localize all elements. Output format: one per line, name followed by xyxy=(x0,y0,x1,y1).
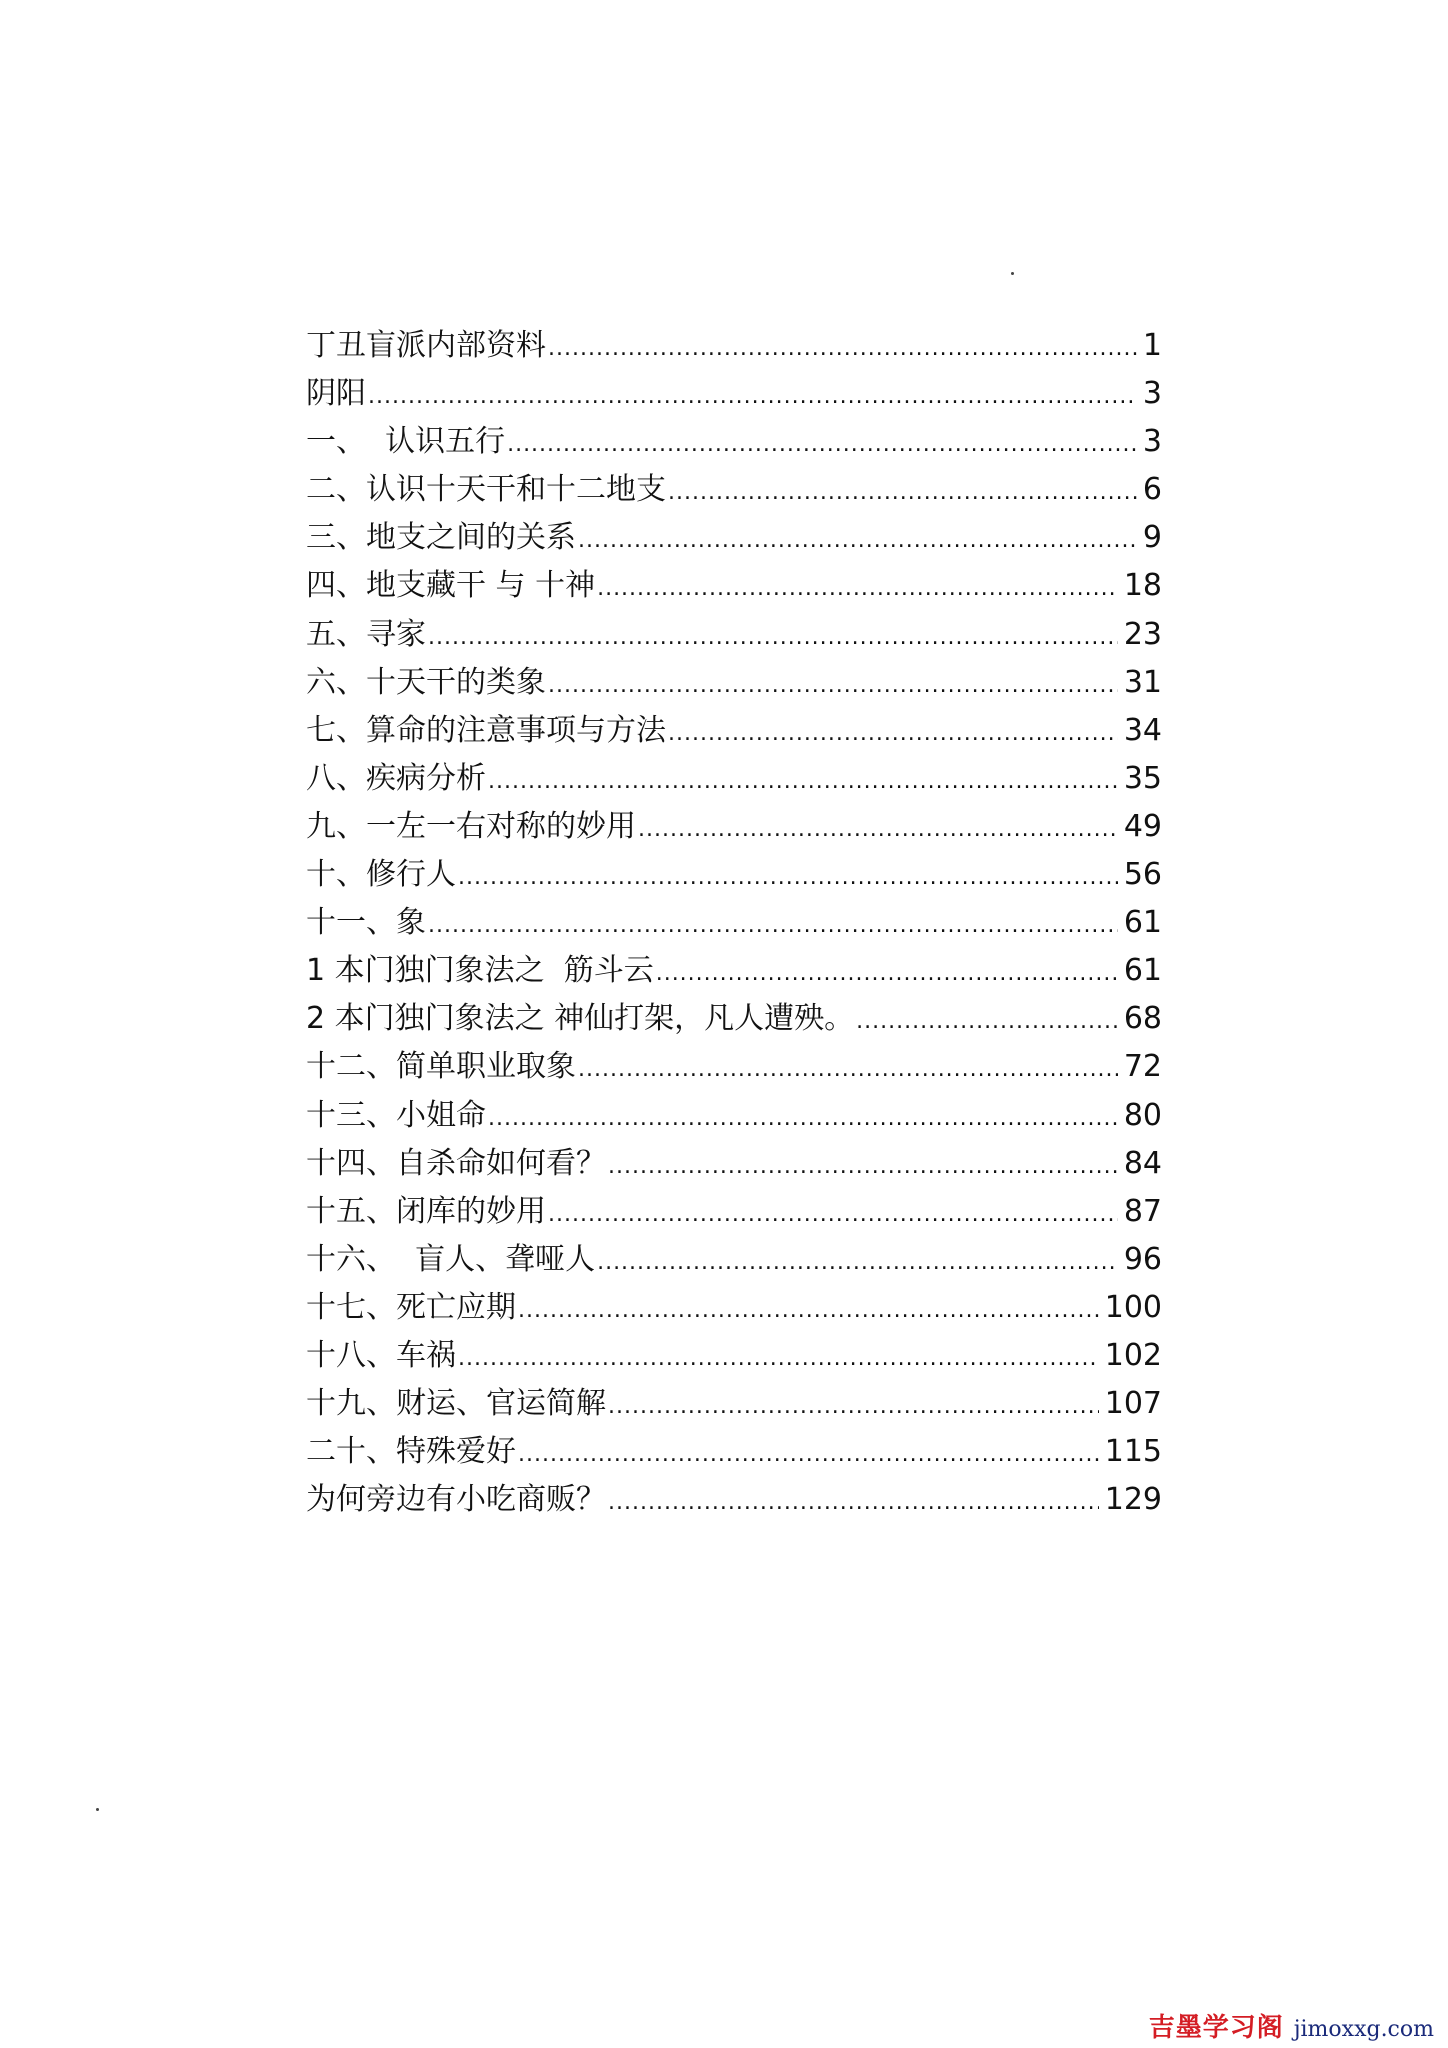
dot-leader xyxy=(548,662,1118,710)
toc-entry-title: 丁丑盲派内部资料 xyxy=(306,328,546,363)
toc-entry-title: 三、地支之间的关系 xyxy=(306,520,576,556)
dot-leader xyxy=(608,1383,1099,1431)
dot-leader xyxy=(608,1143,1118,1191)
toc-entry-page: 72 xyxy=(1123,1049,1162,1085)
toc-entry-page: 107 xyxy=(1104,1386,1162,1422)
toc-entry[interactable] xyxy=(306,1476,1162,1524)
toc-entry[interactable] xyxy=(306,466,1162,514)
toc-entry-title: 二十、特殊爱好 xyxy=(306,1434,516,1470)
toc-entry-page: 68 xyxy=(1123,1001,1162,1037)
toc-entry-title: 七、算命的注意事项与方法 xyxy=(306,712,666,748)
dot-leader xyxy=(548,325,1137,373)
dot-leader xyxy=(668,710,1118,758)
toc-entry-page: 23 xyxy=(1123,616,1162,652)
toc-entry-title: 为何旁边有小吃商贩？ xyxy=(306,1482,606,1518)
dot-leader xyxy=(668,469,1137,517)
toc-entry-page: 9 xyxy=(1142,520,1162,556)
scan-speck xyxy=(96,1808,99,1811)
toc-entry[interactable] xyxy=(306,322,1162,370)
dot-leader xyxy=(638,806,1118,854)
dot-leader xyxy=(428,902,1118,950)
toc-entry-page: 100 xyxy=(1104,1289,1162,1325)
dot-leader xyxy=(578,517,1137,565)
toc-entry[interactable] xyxy=(306,562,1162,610)
toc-entry-page: 61 xyxy=(1123,953,1162,989)
toc-entry[interactable] xyxy=(306,899,1162,947)
toc-entry-page: 129 xyxy=(1104,1482,1162,1518)
toc-entry[interactable] xyxy=(306,370,1162,418)
dot-leader xyxy=(656,950,1118,998)
toc-entry-title: 五、寻家 xyxy=(306,616,426,652)
toc-entry-title: 十三、小姐命 xyxy=(306,1097,486,1133)
toc-entry-title: 一、 认识五行 xyxy=(306,424,506,460)
toc-entry-page: 61 xyxy=(1123,905,1162,941)
toc-entry-page: 31 xyxy=(1123,664,1162,700)
toc-entry[interactable] xyxy=(306,1332,1162,1380)
toc-entry-page: 3 xyxy=(1142,424,1162,460)
dot-leader xyxy=(368,373,1137,421)
toc-entry[interactable] xyxy=(306,1236,1162,1284)
watermark-url: jimoxxg.com xyxy=(1293,2017,1434,2042)
toc-entry[interactable] xyxy=(306,1043,1162,1091)
toc-entry-page: 6 xyxy=(1142,472,1162,508)
toc-entry[interactable] xyxy=(306,1428,1162,1476)
toc-entry-title: 十七、死亡应期 xyxy=(306,1289,516,1325)
toc-entry-page: 34 xyxy=(1123,712,1162,748)
toc-entry-title: 十二、简单职业取象 xyxy=(306,1049,576,1085)
toc-entry-page: 87 xyxy=(1123,1193,1162,1229)
dot-leader xyxy=(597,1239,1118,1287)
toc-entry[interactable] xyxy=(306,1380,1162,1428)
toc-entry-page: 18 xyxy=(1123,568,1162,604)
dot-leader xyxy=(608,1479,1099,1527)
toc-entry-title: 十八、车祸 xyxy=(306,1337,456,1373)
toc-entry-title: 十六、 盲人、聋哑人 xyxy=(306,1241,596,1277)
toc-entry-page: 96 xyxy=(1123,1241,1162,1277)
toc-entry-title: 十、修行人 xyxy=(306,857,456,893)
toc-entry-page: 49 xyxy=(1123,808,1162,844)
dot-leader xyxy=(548,1191,1118,1239)
dot-leader xyxy=(518,1431,1099,1479)
toc-entry[interactable] xyxy=(306,851,1162,899)
toc-entry[interactable] xyxy=(306,1188,1162,1236)
toc-entry-page: 115 xyxy=(1104,1434,1162,1470)
scan-speck xyxy=(1011,272,1014,275)
toc-entry[interactable] xyxy=(306,995,1162,1043)
toc-entry-page: 3 xyxy=(1142,376,1162,412)
toc-entry-title: 四、地支藏干 与 十神 xyxy=(306,568,596,604)
site-watermark xyxy=(1149,2007,1434,2044)
table-of-contents xyxy=(306,322,1162,1524)
toc-entry[interactable] xyxy=(306,659,1162,707)
toc-entry[interactable] xyxy=(306,611,1162,659)
dot-leader xyxy=(458,1335,1099,1383)
dot-leader xyxy=(518,1287,1099,1335)
toc-entry-title: 二、认识十天干和十二地支 xyxy=(306,472,666,508)
toc-entry[interactable] xyxy=(306,1284,1162,1332)
toc-entry[interactable] xyxy=(306,707,1162,755)
toc-entry-page: 1 xyxy=(1142,328,1162,363)
toc-entry-title: 九、一左一右对称的妙用 xyxy=(306,808,636,844)
dot-leader xyxy=(597,565,1118,613)
toc-entry-page: 84 xyxy=(1123,1145,1162,1181)
toc-entry[interactable] xyxy=(306,1140,1162,1188)
watermark-name: 吉墨学习阁 xyxy=(1148,2013,1284,2043)
toc-entry[interactable] xyxy=(306,947,1162,995)
toc-entry[interactable] xyxy=(306,514,1162,562)
toc-entry-page: 80 xyxy=(1123,1097,1162,1133)
dot-leader xyxy=(578,1046,1118,1094)
toc-entry-title: 十四、自杀命如何看？ xyxy=(306,1145,606,1181)
toc-entry[interactable] xyxy=(306,803,1162,851)
toc-entry[interactable] xyxy=(306,755,1162,803)
dot-leader xyxy=(488,758,1118,806)
toc-entry-title: 十五、闭库的妙用 xyxy=(306,1193,546,1229)
toc-entry-page: 102 xyxy=(1104,1337,1162,1373)
toc-entry[interactable] xyxy=(306,418,1162,466)
dot-leader xyxy=(507,421,1137,469)
dot-leader xyxy=(458,854,1118,902)
toc-entry-title: 八、疾病分析 xyxy=(306,760,486,796)
toc-entry-title: 六、十天干的类象 xyxy=(306,664,546,700)
dot-leader xyxy=(856,998,1118,1046)
toc-entry-page: 35 xyxy=(1123,760,1162,796)
toc-entry-title: 2 本门独门象法之 神仙打架，凡人遭殃。 xyxy=(306,1001,855,1037)
toc-entry-title: 阴阳 xyxy=(306,376,366,412)
toc-entry-title: 1 本门独门象法之 筋斗云 xyxy=(306,953,654,989)
toc-entry-title: 十一、象 xyxy=(306,905,426,941)
toc-entry[interactable] xyxy=(306,1092,1162,1140)
dot-leader xyxy=(428,614,1118,662)
dot-leader xyxy=(488,1095,1118,1143)
toc-entry-title: 十九、财运、官运简解 xyxy=(306,1386,606,1422)
toc-entry-page: 56 xyxy=(1123,857,1162,893)
